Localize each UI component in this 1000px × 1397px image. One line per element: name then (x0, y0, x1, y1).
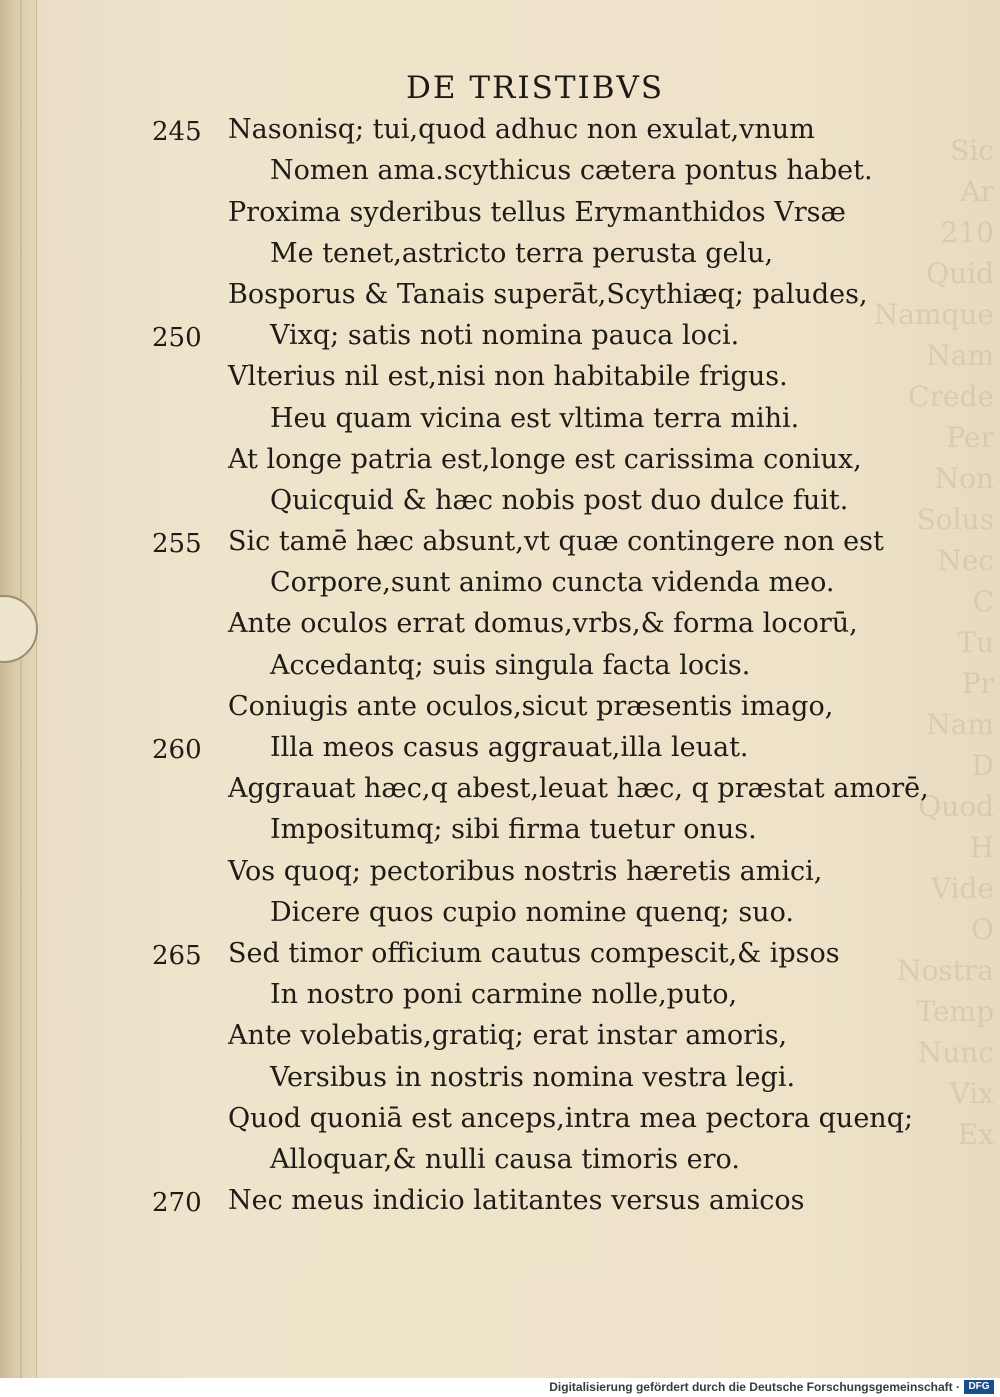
verse-text: Illa meos casus aggrauat,illa leuat. (270, 732, 749, 763)
verse-line (0, 273, 1000, 314)
verse-line (0, 520, 1000, 561)
verse-text: Me tenet,astricto terra perusta gelu, (270, 237, 774, 269)
verse-text: Impositumq; sibi firma tuetur onus. (270, 814, 757, 846)
verse-line (0, 1097, 1000, 1138)
verse-line (0, 232, 1000, 273)
verse-text: Heu quam vicina est vltima terra mihi. (270, 402, 800, 434)
verse-line (0, 602, 1000, 643)
verse-line (0, 643, 1000, 684)
dfg-logo: DFG (964, 1380, 994, 1394)
verse-line (0, 849, 1000, 890)
verse-line (0, 438, 1000, 479)
verse-line (0, 726, 1000, 767)
verse-text: Sic tamē hæc absunt,vt quæ contingere non est (228, 526, 884, 558)
line-number: 265 (152, 940, 202, 971)
verse-text: Ante oculos errat domus,vrbs,& forma locorū, (228, 608, 858, 640)
verse-line (0, 685, 1000, 726)
line-number: 245 (152, 117, 202, 148)
verse-text: Vixq; satis noti nomina pauca loci. (270, 320, 740, 352)
verse-text: Ante volebatis,gratiq; erat instar amoris, (228, 1020, 788, 1052)
verse-text: Nomen ama.scythicus cætera pontus habet. (270, 155, 873, 187)
verse-text: Dicere quos cupio nomine quenq; suo. (270, 896, 794, 928)
line-number: 260 (152, 735, 202, 765)
line-number: 255 (152, 529, 202, 560)
bleed-through-text: Sic Ar 210 Quid Namque Nam Crede Per Non Solus Nec C Tu Pr Nam D Quod H Vide O Nostra Temp Nunc Vix Ex (873, 134, 994, 1151)
verse-text: Bosporus & Tanais superāt,Scythiæq; paludes, (228, 278, 868, 310)
verse-text: Vos quoq; pectoribus nostris hæretis amici, (228, 855, 823, 887)
verse-text: Sed timor officium cautus compescit,& ipsos (228, 937, 840, 969)
verse-block (0, 108, 1000, 1220)
line-number: 270 (152, 1188, 202, 1219)
verse-text: Aggrauat hæc,q abest,leuat hæc, q præstat amorē, (228, 773, 929, 805)
verse-text: Nasonisq; tui,quod adhuc non exulat,vnum (228, 114, 815, 146)
verse-line (0, 1014, 1000, 1055)
verse-text: In nostro poni carmine nolle,puto, (270, 979, 738, 1011)
verse-text: Corpore,sunt animo cuncta videnda meo. (270, 567, 835, 599)
verse-line (0, 479, 1000, 520)
verse-text: Proxima syderibus tellus Erymanthidos Vrsæ (228, 196, 846, 228)
verse-text: Coniugis ante oculos,sicut præsentis imago, (228, 690, 834, 722)
verse-line (0, 355, 1000, 396)
verse-line (0, 396, 1000, 437)
verse-line (0, 108, 1000, 149)
verse-text: Nec meus indicio latitantes versus amicos (228, 1185, 805, 1217)
verse-text: Alloquar,& nulli causa timoris ero. (270, 1143, 740, 1175)
verse-line (0, 891, 1000, 932)
verse-text: Quod quoniā est anceps,intra mea pectora quenq; (228, 1102, 914, 1134)
footer-bar (0, 1378, 1000, 1397)
verse-text: Vlterius nil est,nisi non habitabile frigus. (228, 361, 788, 393)
verse-text: Versibus in nostris nomina vestra legi. (270, 1061, 796, 1093)
verse-text: Accedantq; suis singula facta locis. (270, 649, 751, 681)
verse-line (0, 561, 1000, 602)
verse-line (0, 932, 1000, 973)
verse-line (0, 1055, 1000, 1096)
verse-line (0, 1138, 1000, 1179)
verse-line (0, 808, 1000, 849)
verse-line (0, 190, 1000, 231)
running-header: DE TRISTIBVS (406, 70, 665, 106)
verse-line (0, 767, 1000, 808)
verse-text: At longe patria est,longe est carissima coniux, (228, 443, 862, 475)
verse-line (0, 314, 1000, 355)
verse-line (0, 149, 1000, 190)
verse-text: Quicquid & hæc nobis post duo dulce fuit. (270, 484, 849, 516)
funding-credit: Digitalisierung gefördert durch die Deutsche Forschungsgemeinschaft · (549, 1380, 960, 1394)
verse-line (0, 973, 1000, 1014)
line-number: 250 (152, 323, 202, 354)
verse-line (0, 1179, 1000, 1220)
